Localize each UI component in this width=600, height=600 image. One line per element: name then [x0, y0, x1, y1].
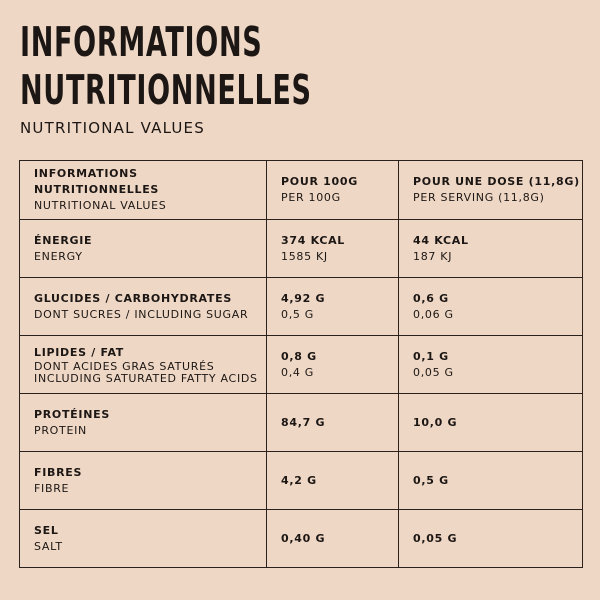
header-cell-per-serving	[399, 161, 583, 220]
header-per100g-en: PER 100G	[281, 191, 341, 204]
title-line-1: INFORMATIONS	[20, 18, 263, 66]
per100g-cell	[267, 394, 399, 452]
per100g-value-secondary: 0,5 G	[281, 307, 315, 321]
nutrient-name-en: DONT ACIDES GRAS SATURÉS	[34, 359, 215, 373]
header-serving-fr: POUR UNE DOSE (11,8G)	[413, 175, 580, 188]
header-cell-nutrient	[20, 161, 267, 220]
per100g-cell	[267, 452, 399, 510]
page-title	[20, 18, 312, 114]
nutrient-name-fr: SEL	[34, 523, 59, 537]
serving-value-primary: 0,1 G	[413, 349, 449, 363]
per100g-value-primary: 0,8 G	[281, 349, 317, 363]
serving-cell	[399, 220, 583, 278]
serving-value: 0,5 G	[413, 473, 449, 487]
title-line-2: NUTRITIONNELLES	[20, 66, 312, 114]
nutrient-name-fr: ÉNERGIE	[34, 233, 93, 247]
nutrient-label-cell	[20, 220, 267, 278]
per100g-value-secondary: 1585 KJ	[281, 249, 328, 263]
table-row-salt	[20, 510, 583, 568]
nutrient-label-cell	[20, 278, 267, 336]
serving-value: 0,05 G	[413, 531, 458, 545]
nutrient-name-fr: LIPIDES / FAT	[34, 345, 125, 359]
nutrient-name-en: SALT	[34, 539, 63, 553]
nutrient-name-fr: GLUCIDES / CARBOHYDRATES	[34, 291, 232, 305]
nutrient-name-en-2: INCLUDING SATURATED FATTY ACIDS	[34, 371, 258, 385]
serving-cell	[399, 336, 583, 394]
nutrient-name-en: ENERGY	[34, 249, 83, 263]
per100g-value-primary: 4,92 G	[281, 291, 326, 305]
serving-value-primary: 44 KCAL	[413, 233, 469, 247]
nutrient-label-cell	[20, 394, 267, 452]
per100g-cell	[267, 510, 399, 568]
header-serving-en: PER SERVING (11,8G)	[413, 191, 545, 204]
nutrient-name-en: DONT SUCRES / INCLUDING SUGAR	[34, 307, 249, 321]
per100g-cell	[267, 336, 399, 394]
serving-value: 10,0 G	[413, 415, 458, 429]
nutrient-label-cell	[20, 510, 267, 568]
table-row-fibre	[20, 452, 583, 510]
serving-cell	[399, 452, 583, 510]
serving-cell	[399, 510, 583, 568]
header-per100g-fr: POUR 100G	[281, 175, 358, 188]
per100g-value-primary: 374 KCAL	[281, 233, 346, 247]
per100g-cell	[267, 220, 399, 278]
nutrient-name-fr: PROTÉINES	[34, 407, 110, 421]
nutrient-name-en: PROTEIN	[34, 423, 87, 437]
per100g-cell	[267, 278, 399, 336]
serving-value-secondary: 0,06 G	[413, 307, 454, 321]
header-nutrient-en: NUTRITIONAL VALUES	[34, 199, 167, 212]
nutrition-table	[19, 160, 583, 568]
nutrient-name-en: FIBRE	[34, 481, 70, 495]
table-row-energy	[20, 220, 583, 278]
per100g-value-secondary: 0,4 G	[281, 365, 315, 379]
serving-value-secondary: 187 KJ	[413, 249, 453, 263]
serving-cell	[399, 394, 583, 452]
nutrient-name-fr: FIBRES	[34, 465, 83, 479]
header-cell-per100g	[267, 161, 399, 220]
table-row-carbohydrates	[20, 278, 583, 336]
table-row-protein	[20, 394, 583, 452]
page-subtitle: NUTRITIONAL VALUES	[20, 119, 205, 137]
table-header-row	[20, 161, 583, 220]
serving-cell	[399, 278, 583, 336]
nutrient-label-cell	[20, 336, 267, 394]
per100g-value: 4,2 G	[281, 473, 317, 487]
per100g-value: 84,7 G	[281, 415, 326, 429]
table-row-fat	[20, 336, 583, 394]
serving-value-primary: 0,6 G	[413, 291, 449, 305]
nutrient-label-cell	[20, 452, 267, 510]
serving-value-secondary: 0,05 G	[413, 365, 454, 379]
header-nutrient-fr: INFORMATIONS NUTRITIONNELLES	[34, 167, 160, 196]
per100g-value: 0,40 G	[281, 531, 326, 545]
